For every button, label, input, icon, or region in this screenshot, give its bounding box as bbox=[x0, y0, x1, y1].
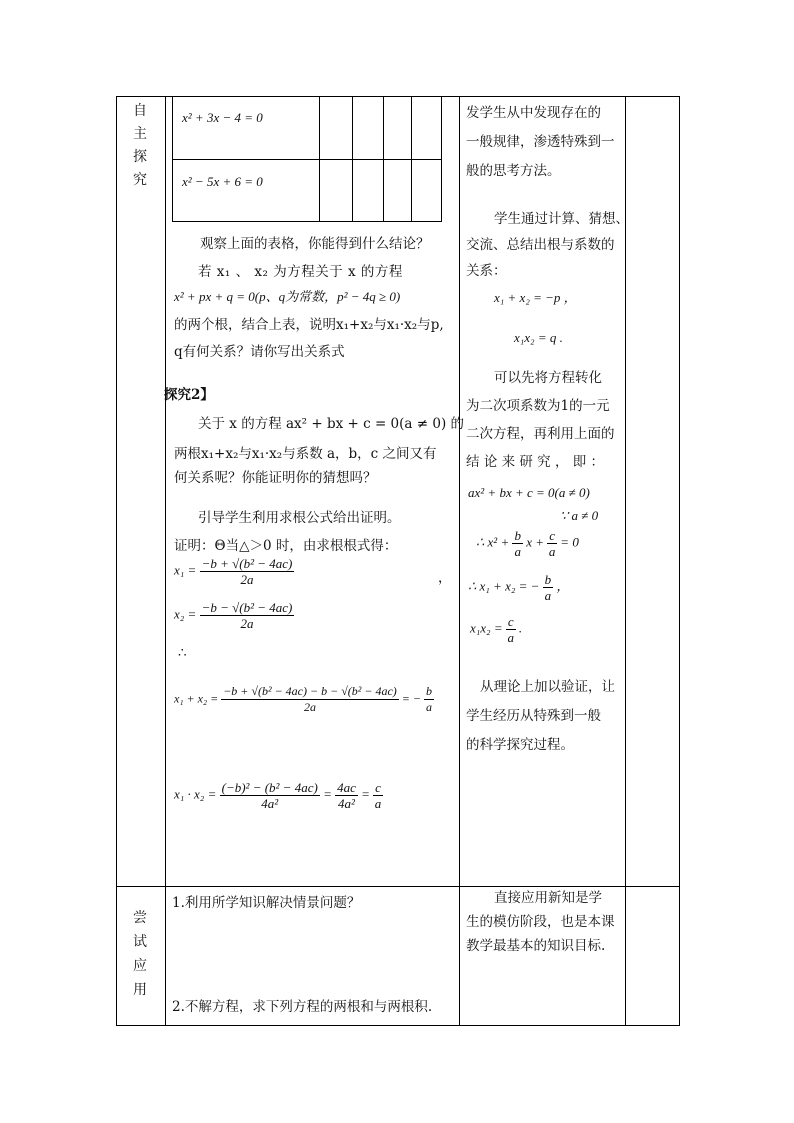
x1-comma: ， bbox=[438, 570, 452, 586]
product-formula: x₁ · x₂ = $\frac{\text{(−b)² − (b² − 4ac)}}{\text{4a²}}$ = $\frac{4ac}{\text{4a²}}$ = $\frac{c}{a}$ bbox=[174, 780, 382, 811]
right-para-2: 学生通过计算、猜想、 交流、总结出根与系数的 关系： bbox=[466, 211, 629, 279]
sum-formula: x₁ + x₂ = $\frac{\text{−b + √(b² − 4ac) − b − √(b² − 4ac)}}{2a}$ = − $\frac{b}{a}$ bbox=[174, 684, 432, 714]
section-label-explore: 自 主 探 究 bbox=[133, 103, 147, 188]
therefore-symbol: ∴ bbox=[178, 645, 187, 661]
table-border-top bbox=[116, 96, 680, 97]
right-para-5: 直接应用新知是学 生的模仿阶段，也是本课 教学最基本的知识目标. bbox=[466, 890, 615, 954]
right-para-1: 发学生从中发现存在的 一般规律，渗透特殊到一 般的思考方法。 bbox=[466, 105, 615, 179]
inner-table-row-divider bbox=[172, 159, 442, 160]
guide-line: 引导学生利用求根公式给出证明。 bbox=[198, 510, 401, 526]
section-label-apply: 尝 试 应 用 bbox=[133, 910, 147, 998]
vieta-sum: ∴ x₁ + x₂ = − $\frac{b}{a}$ ， bbox=[468, 572, 570, 603]
x2-formula: x₂ = $\frac{\text{−b − √(b² − 4ac)}}{2a}$ bbox=[174, 600, 293, 631]
general-equation: ax² + bx + c = 0(a ≠ 0) bbox=[468, 485, 590, 500]
observe-question: 观察上面的表格，你能得到什么结论？ bbox=[200, 236, 430, 252]
a-nonzero: ∵ a ≠ 0 bbox=[560, 508, 599, 523]
x2-numerator: −b − √(b² − 4ac) bbox=[201, 600, 293, 615]
apply-item-1: 1.利用所学知识解决情景问题？ bbox=[172, 895, 361, 911]
sum-relation: x₁ + x₂ = −p ， bbox=[494, 290, 577, 305]
proof-line: 证明：Θ当△＞0 时，由求根根式得： bbox=[174, 538, 398, 554]
what-relation-line: 何关系呢？你能证明你的猜想吗？ bbox=[174, 470, 377, 486]
quadratic-condition: x² + px + q = 0(p、q为常数，p² − 4q ≥ 0) bbox=[174, 289, 401, 304]
right-para-4: 从理论上加以验证，让 学生经历从特殊到一般 的科学探究过程。 bbox=[466, 679, 615, 753]
apply-item-2: 2.不解方程，求下列方程的两根和与两根积. bbox=[172, 999, 433, 1015]
about-equation-line: 关于 x 的方程 ax² + bx + c = 0(a ≠ 0) 的 bbox=[198, 416, 465, 432]
right-para-3: 可以先将方程转化 为二次项系数为1的一元 二次方程，再利用上面的 结 论 来 研 究 ， 即 ： bbox=[466, 370, 615, 470]
q-relation-line: q有何关系？请你写出关系式 bbox=[174, 344, 345, 360]
vieta-product: x₁x₂ = $\frac{c}{a}$ . bbox=[470, 614, 523, 645]
monic-equation: ∴ x² + $\frac{b}{a}$ x + $\frac{c}{a}$ = 0 bbox=[476, 528, 579, 559]
x1-numerator: −b + √(b² − 4ac) bbox=[201, 556, 293, 571]
explore2-heading: 探究2】 bbox=[164, 387, 214, 403]
if-roots-line: 若 x₁ 、 x₂ 为方程关于 x 的方程 bbox=[198, 264, 403, 280]
table-row2-equation: x² − 5x + 6 = 0 bbox=[182, 174, 263, 189]
table-row1-equation: x² + 3x − 4 = 0 bbox=[182, 110, 263, 125]
two-roots-line: 的两个根，结合上表，说明x₁+x₂与x₁·x₂与p, bbox=[174, 317, 444, 333]
x2-denominator: 2a bbox=[240, 616, 254, 631]
x1-formula: x₁ = $\frac{\text{−b + √(b² − 4ac)}}{2a}$ bbox=[174, 556, 293, 587]
product-relation: x₁x₂ = q . bbox=[514, 330, 563, 345]
two-roots2-line: 两根x₁+x₂与x₁·x₂与系数 a，b，c 之间又有 bbox=[174, 446, 437, 462]
table-border-bottom bbox=[116, 1025, 680, 1026]
x1-denominator: 2a bbox=[240, 572, 254, 587]
inner-table-bottom bbox=[172, 221, 442, 222]
